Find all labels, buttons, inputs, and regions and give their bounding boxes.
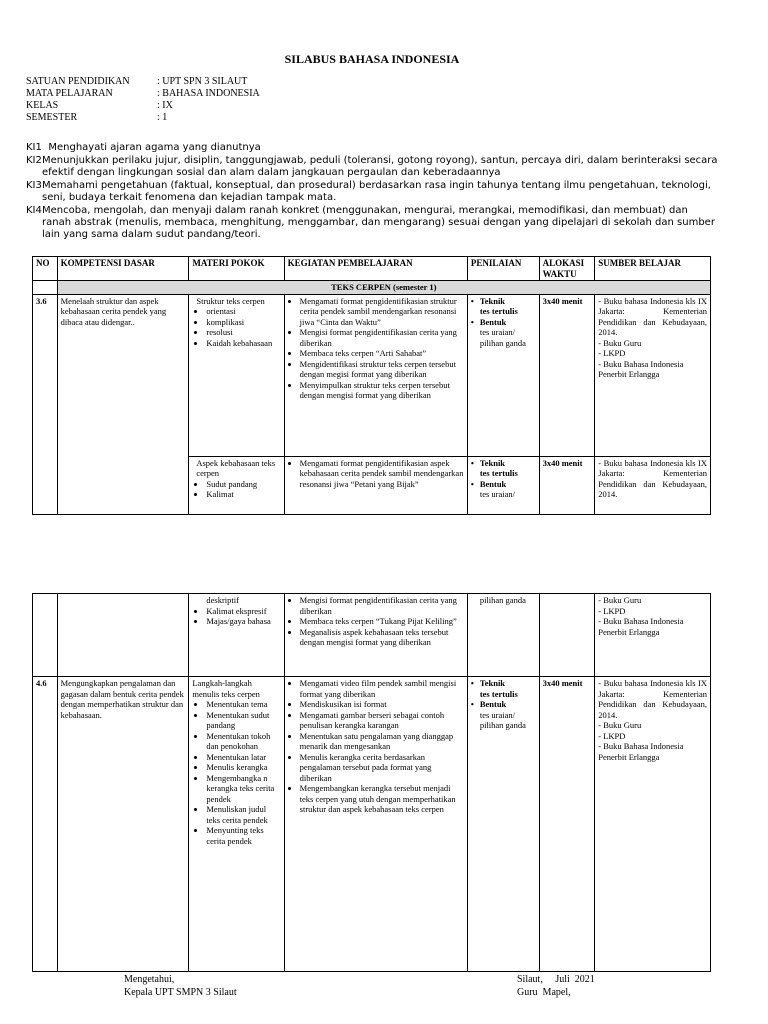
- header-penilaian: PENILAIAN: [467, 257, 539, 281]
- signature-left: [124, 973, 237, 999]
- kompetensi-dasar: Mengungkapkan pengalaman dan gagasan dalam bentuk cerita pendek dengan memperhatikan struktur dan kebahasaan.: [57, 677, 189, 972]
- identity-row: [26, 88, 260, 100]
- list-item: • Mengamati format pengidentifikasian struktur cerita pendek sambil mendengarkan resonansi jiwa “Cinta dan Waktu”: [300, 296, 464, 328]
- list-item: • Majas/gaya bahasa: [206, 616, 280, 627]
- signature-place-date: Silaut, Juli 2021: [517, 974, 595, 985]
- materi-list: [192, 479, 280, 500]
- syllabus-table-page2: [32, 593, 711, 972]
- list-item: • Mengamati format pengidentifikasian aspek kebahasaan cerita pendek sambil mendengarkan resonansi jiwa “Petani yang Bijak”: [300, 458, 464, 490]
- list-item: • Kaidah kebahasaan: [206, 338, 280, 349]
- list-item: • Menulis kerangka cerita berdasarkan pengalaman tersebut pada format yang diberikan: [300, 752, 464, 784]
- section-label: TEKS CERPEN (semester 1): [57, 281, 710, 295]
- penilaian: [467, 456, 539, 514]
- materi-list: [192, 306, 280, 348]
- ki-item: [26, 205, 718, 241]
- list-item: • Mengisi format pengidentifikasian cerita yang diberikan: [300, 595, 464, 616]
- list-item: • Membaca teks cerpen “Tukang Pijat Keliling”: [300, 616, 464, 627]
- identity-key: SATUAN PENDIDIKAN: [26, 76, 130, 87]
- identity-key: KELAS: [26, 100, 59, 111]
- penilaian: [467, 677, 539, 972]
- sumber-belajar: [595, 456, 711, 514]
- materi-list: [192, 606, 280, 627]
- list-item: • Meganalisis aspek kebahasaan teks tersebut dengan mengisi format yang diberikan: [300, 627, 464, 648]
- list-item: • Mengembangka n kerangka teks cerita pendek: [206, 773, 280, 805]
- materi-pokok: [189, 456, 284, 514]
- penilaian-tes: tes tertulis: [479, 306, 518, 316]
- materi-heading: Langkah-langkah menulis teks cerpen: [192, 678, 260, 699]
- source-item: - Buku Guru: [598, 720, 642, 730]
- signature-role: Kepala UPT SMPN 3 Silaut: [124, 987, 237, 998]
- list-item: • Menentukan sudut pandang: [206, 710, 280, 731]
- ki-text: Menghayati ajaran agama yang dianutnya: [42, 142, 261, 153]
- header-materi-pokok: MATERI POKOK: [189, 257, 284, 281]
- row-number: 4.6: [33, 677, 58, 972]
- list-item: • Menyunting teks cerita pendek: [206, 825, 280, 846]
- signature-right: [517, 973, 595, 999]
- materi-heading: Struktur teks cerpen: [196, 295, 265, 306]
- ki-code: KI2: [26, 155, 42, 166]
- list-item: • Mengamati video film pendek sambil mengisi format yang diberikan: [300, 678, 464, 699]
- penilaian-teknik: • Teknik: [471, 678, 536, 689]
- source-item: - Buku Bahasa Indonesia Penerbit Erlangga: [598, 616, 684, 637]
- kegiatan-pembelajaran: [284, 294, 467, 456]
- list-item: • Menentukan tema: [206, 699, 280, 710]
- penilaian-bentuk: • Bentuk: [471, 699, 536, 710]
- identity-key: MATA PELAJARAN: [26, 88, 113, 99]
- alokasi-waktu: 3x40 menit: [539, 456, 595, 514]
- penilaian-tes: tes tertulis: [479, 468, 518, 478]
- ki-item: [26, 155, 718, 179]
- source-item: - Buku bahasa Indonesia kls IX Jakarta: Kementerian Pendidikan dan Kebudayaan, 2014.: [598, 457, 707, 499]
- identity-block: [26, 76, 260, 124]
- identity-row: [26, 100, 260, 112]
- ki-code: KI4: [26, 205, 42, 216]
- identity-value: : UPT SPN 3 SILAUT: [157, 76, 248, 87]
- source-item: - Buku bahasa Indonesia kls IX Jakarta: Kementerian Pendidikan dan Kebudayaan, 2014.: [598, 295, 707, 337]
- alokasi-waktu: 3x40 menit: [539, 294, 595, 456]
- source-item: - Buku Bahasa Indonesia Penerbit Erlangga: [598, 358, 684, 379]
- materi-list: [192, 699, 280, 846]
- kegiatan-pembelajaran: [284, 677, 467, 972]
- list-item: • orientasi: [206, 306, 280, 317]
- table-header-row: [33, 257, 711, 281]
- table-row: [33, 594, 711, 677]
- sumber-belajar: [595, 594, 711, 677]
- ki-code: KI1: [26, 142, 42, 153]
- ki-text: Memahami pengetahuan (faktual, konseptual, dan prosedural) berdasarkan rasa ingin tahunya tentang ilmu pengetahuan, teknologi, seni, budaya terkait fenomena dan kejadian tampak mata.: [42, 180, 711, 203]
- header-kompetensi-dasar: KOMPETENSI DASAR: [57, 257, 189, 281]
- list-item: • Mengidentifikasi struktur teks cerpen tersebut dengan megisi format yang diberikan: [300, 359, 464, 380]
- identity-value: : IX: [157, 100, 173, 111]
- identity-row: [26, 76, 260, 88]
- penilaian-tes: tes tertulis: [479, 688, 518, 699]
- identity-key: SEMESTER: [26, 112, 78, 123]
- list-item: • Menyimpulkan struktur teks cerpen tersebut dengan mengisi format yang diberikan: [300, 380, 464, 401]
- source-item: - LKPD: [598, 348, 626, 358]
- list-item: • Menentukan tokoh dan penokohan: [206, 731, 280, 752]
- source-item: - Buku Guru: [598, 595, 642, 605]
- identity-value: : 1: [157, 112, 168, 123]
- table-row: [33, 677, 711, 972]
- materi-heading: Aspek kebahasaan teks cerpen: [196, 457, 276, 478]
- penilaian-teknik: • Teknik: [471, 458, 536, 469]
- kegiatan-pembelajaran: [284, 594, 467, 677]
- identity-value: : BAHASA INDONESIA: [157, 88, 260, 99]
- sumber-belajar: [595, 294, 711, 456]
- activity-list: [288, 458, 464, 490]
- sumber-belajar: [595, 677, 711, 972]
- page-title: SILABUS BAHASA INDONESIA: [284, 52, 460, 66]
- penilaian: [467, 294, 539, 456]
- signature-label: Mengetahui,: [124, 974, 175, 985]
- source-item: - LKPD: [598, 730, 626, 741]
- list-item: • Sudut pandang: [206, 479, 280, 490]
- penilaian-bentuk: • Bentuk: [471, 479, 536, 490]
- materi-pokok: [189, 677, 284, 972]
- source-item: - Buku bahasa Indonesia kls IX Jakarta: Kementerian Pendidikan dan Kebudayaan, 2014.: [598, 678, 707, 720]
- list-item: • Menentukan latar: [206, 752, 280, 763]
- penilaian-bentuk-value: tes uraian/: [479, 489, 515, 499]
- penilaian-bentuk: • Bentuk: [471, 317, 536, 328]
- identity-row: [26, 112, 260, 124]
- list-item: • Mengembangkan kerangka tersebut menjadi teks cerpen yang utuh dengan memperhatikan struktur dan aspek kebahasaan teks cerpen: [300, 783, 464, 815]
- list-item: • Kalimat ekspresif: [206, 606, 280, 617]
- materi-pokok: [189, 294, 284, 456]
- list-item: • Menentukan satu pengalaman yang dianggap menarik dan mengesankan: [300, 731, 464, 752]
- ki-text: Mencoba, mengolah, dan menyaji dalam ranah konkret (menggunakan, mengurai, merangkai, memodifikasi, dan membuat) dan ranah abstrak (menulis, membaca, menghitung, menggambar, dan mengarang) sesuai dengan yang dipelajari di sekolah dan sumber lain yang sama dalam sudut pandang/teori.: [42, 205, 715, 240]
- materi-continued: deskriptif: [206, 595, 239, 605]
- penilaian-continued: pilihan ganda: [479, 595, 526, 605]
- list-item: • Mengamati gambar berseri sebagai contoh penulisan kerangka karangan: [300, 710, 464, 731]
- penilaian-bentuk-value: tes uraian/ pilihan ganda: [479, 709, 526, 730]
- list-item: • Kalimat: [206, 489, 280, 500]
- list-item: • komplikasi: [206, 317, 280, 328]
- source-item: - Buku Bahasa Indonesia Penerbit Erlangga: [598, 741, 684, 762]
- ki-item: [26, 180, 718, 204]
- penilaian-bentuk-value: tes uraian/ pilihan ganda: [479, 327, 526, 348]
- header-kegiatan: KEGIATAN PEMBELAJARAN: [284, 257, 467, 281]
- list-item: • Mengisi format pengidentifikasian cerita yang diberikan: [300, 327, 464, 348]
- list-item: • Membaca teks cerpen “Arti Sahabat”: [300, 348, 464, 359]
- materi-pokok: [189, 594, 284, 677]
- syllabus-table-page1: [32, 256, 711, 515]
- list-item: • Mendiskusikan isi format: [300, 699, 464, 710]
- source-item: - Buku Guru: [598, 337, 642, 348]
- table-row: [33, 294, 711, 456]
- activity-list: [288, 296, 464, 401]
- list-item: • resolusi: [206, 327, 280, 338]
- penilaian: [467, 594, 539, 677]
- penilaian-teknik: • Teknik: [471, 296, 536, 307]
- ki-text: Menunjukkan perilaku jujur, disiplin, tanggungjawab, peduli (toleransi, gotong royong), santun, percaya diri, dalam berinteraksi secara efektif dengan lingkungan sosial dan alam dalam jangkauan pergaulan dan keberadaannya: [42, 155, 718, 178]
- header-alokasi-waktu: ALOKASI WAKTU: [539, 257, 595, 281]
- ki-code: KI3: [26, 180, 42, 191]
- kegiatan-pembelajaran: [284, 456, 467, 514]
- alokasi-waktu: 3x40 menit: [539, 677, 595, 972]
- signature-role: Guru Mapel,: [517, 987, 571, 998]
- kompetensi-dasar: Menelaah struktur dan aspek kebahasaan cerita pendek yang dibaca atau didengar..: [57, 294, 189, 514]
- header-sumber-belajar: SUMBER BELAJAR: [595, 257, 711, 281]
- core-competencies: [26, 142, 718, 242]
- ki-item: [26, 142, 718, 154]
- activity-list: [288, 595, 464, 648]
- list-item: • Menuliskan judul teks cerita pendek: [206, 804, 280, 825]
- section-row: [33, 281, 711, 295]
- list-item: • Menulis kerangka: [206, 762, 280, 773]
- source-item: - LKPD: [598, 605, 626, 616]
- row-number: 3.6: [33, 294, 58, 514]
- activity-list: [288, 678, 464, 815]
- header-no: NO: [33, 257, 58, 281]
